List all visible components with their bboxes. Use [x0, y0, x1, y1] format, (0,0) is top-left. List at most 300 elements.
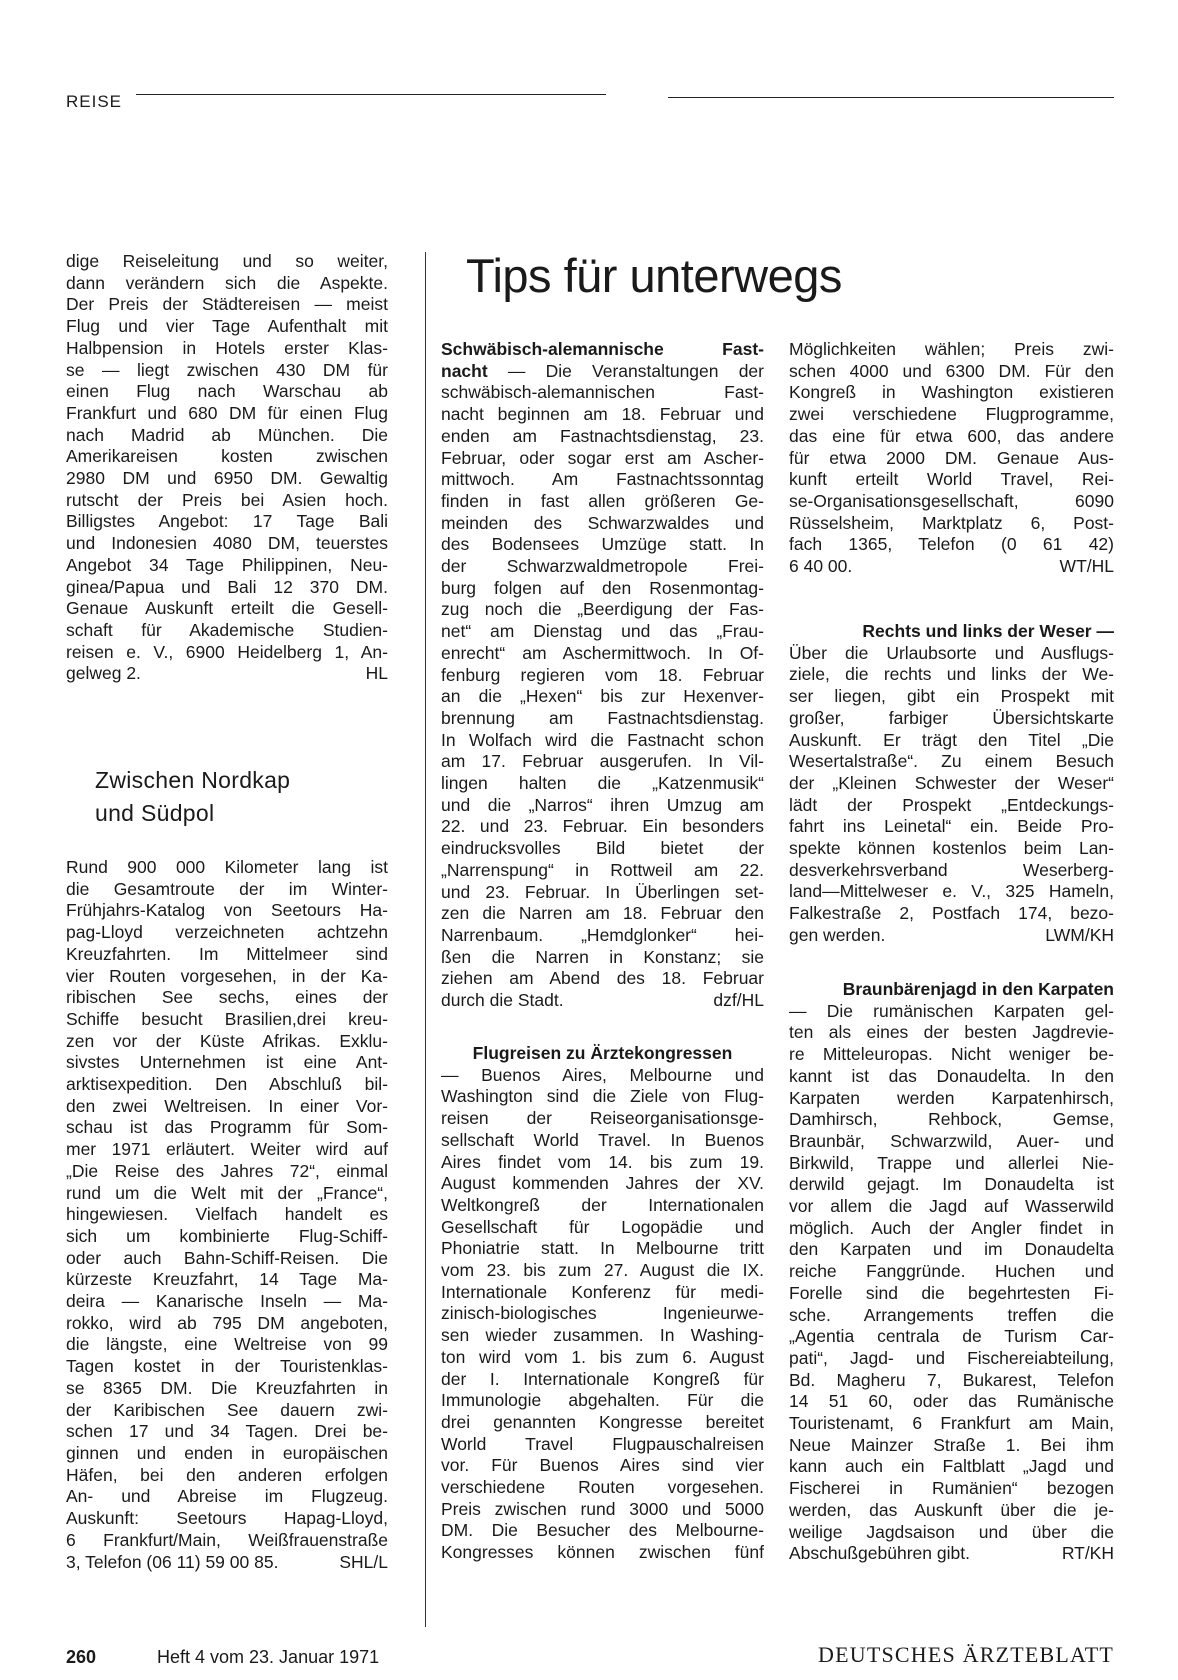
line-text: des Bodensees Umzüge statt. In — [441, 534, 764, 555]
text-line — [789, 382, 1114, 404]
line-text: ziele, die rechts und links der We- — [789, 664, 1114, 685]
line-text: ser liegen, gibt ein Prospekt mit — [789, 686, 1114, 707]
line-text: reisen e. V., 6900 Heidelberg 1, An- — [66, 641, 388, 662]
line-text: World Travel Flugpauschalreisen — [441, 1433, 764, 1454]
line-text: An- und Abreise im Flugzeug. — [66, 1486, 388, 1507]
text-line — [441, 469, 764, 491]
text-line — [441, 1152, 764, 1174]
line-text: Fischerei in Rumänien“ bezogen — [789, 1478, 1114, 1499]
text-line — [789, 1283, 1114, 1305]
line-text: Narrenbaum. „Hemdglonker“ hei- — [441, 924, 764, 945]
line-text: fenburg regieren vom 18. Februar — [441, 664, 764, 685]
line-text: einen Flug nach Warschau ab — [66, 381, 388, 402]
line-text: schwäbisch-alemannischen Fast- — [441, 382, 764, 403]
text-line — [789, 1066, 1114, 1088]
line-text: das eine für etwa 600, das andere — [789, 425, 1114, 446]
line-text: die Gesamtroute der im Winter- — [66, 878, 388, 899]
line-text: mittwoch. Am Fastnachtssonntag — [441, 469, 764, 490]
line-text: ziehen am Abend des 18. Februar — [441, 968, 764, 989]
line-text: zen vor der Küste Afrikas. Exklu- — [66, 1030, 388, 1051]
text-line — [441, 404, 764, 426]
line-text: desverkehrsverband Weserberg- — [789, 859, 1114, 880]
text-line — [789, 621, 1114, 643]
line-text: Touristenamt, 6 Frankfurt am Main, — [789, 1413, 1114, 1434]
line-text: vor. Für Buenos Aires sind vier — [441, 1455, 764, 1476]
author-tag: RT/KH — [1061, 1543, 1114, 1564]
text-run: — — [1091, 621, 1114, 641]
text-line — [789, 556, 1114, 578]
line-text: fach 1365, Telefon (0 61 42) — [789, 534, 1114, 555]
text-line — [66, 1486, 388, 1508]
line-text: der Karibischen See dauern zwi- — [66, 1399, 388, 1420]
article-heading-nordkap — [95, 764, 290, 830]
line-text: den Karpaten und im Donaudelta — [789, 1239, 1114, 1260]
line-text: Neue Mainzer Straße 1. Bei ihm — [789, 1434, 1114, 1455]
text-line — [789, 881, 1114, 903]
text-line — [66, 1443, 388, 1465]
text-line — [66, 577, 388, 599]
text-line — [441, 1369, 764, 1391]
line-text: fahrt ins Leinetal“ ein. Beide Pro- — [789, 816, 1114, 837]
page-number: 260 — [66, 1647, 97, 1667]
text-line — [66, 316, 388, 338]
line-text: gelweg 2. — [66, 663, 141, 684]
text-line — [66, 360, 388, 382]
line-text: Amerikareisen kosten zwischen — [66, 446, 388, 467]
text-line — [441, 838, 764, 860]
text-line — [441, 708, 764, 730]
article-nordkap — [66, 857, 388, 1573]
text-line — [66, 1269, 388, 1291]
text-line — [66, 403, 388, 425]
line-text: re Mitteleuropas. Nicht weniger be- — [789, 1044, 1114, 1065]
text-line — [441, 621, 764, 643]
line-text: se — liegt zwischen 430 DM für — [66, 359, 388, 380]
text-line — [66, 1248, 388, 1270]
text-line — [789, 339, 1114, 361]
line-text: reiche Fanggründe. Huchen und — [789, 1261, 1114, 1282]
line-text: Halbpension in Hotels erster Klas- — [66, 337, 388, 358]
text-line — [66, 642, 388, 664]
text-line — [441, 990, 764, 1012]
line-text: Falkestraße 2, Postfach 174, bezo- — [789, 903, 1114, 924]
text-line — [441, 1130, 764, 1152]
text-line — [441, 578, 764, 600]
line-text: se 8365 DM. Die Kreuzfahrten in — [66, 1377, 388, 1398]
line-text: kunft erteilt World Travel, Rei- — [789, 469, 1114, 490]
text-line — [789, 1153, 1114, 1175]
article-heading-fastnacht: Schwäbisch-alemannische Fast- — [441, 339, 764, 359]
line-text: ribischen See sechs, eines der — [66, 987, 388, 1008]
article-karpaten — [789, 979, 1114, 1565]
line-text: am 17. Februar ausgerufen. In Vil- — [441, 751, 764, 772]
line-text: Immunologie abgehalten. Für die — [441, 1390, 764, 1411]
text-line — [441, 947, 764, 969]
line-text: 22. und 23. Februar. Ein besonders — [441, 816, 764, 837]
text-line — [66, 1313, 388, 1335]
line-text: Kongresses können zwischen fünf — [441, 1542, 764, 1563]
author-tag: WT/HL — [1059, 556, 1114, 577]
column-divider — [425, 252, 426, 1627]
text-line — [789, 838, 1114, 860]
line-text: sivstes Unternehmen ist eine Ant- — [66, 1052, 388, 1073]
text-line — [789, 643, 1114, 665]
text-line — [789, 925, 1114, 947]
text-line — [789, 751, 1114, 773]
line-text: vom 23. bis zum 27. August die IX. — [441, 1260, 764, 1281]
text-line — [66, 1161, 388, 1183]
line-text: durch die Stadt. — [441, 990, 564, 1011]
text-line — [441, 534, 764, 556]
text-line — [789, 1218, 1114, 1240]
line-text: Schiffe besucht Brasilien,drei kreu- — [66, 1008, 388, 1029]
text-line — [66, 511, 388, 533]
line-text: Braunbär, Schwarzwild, Auer- und — [789, 1130, 1114, 1151]
line-text: finden in fast allen größeren Ge- — [441, 490, 764, 511]
line-text: „Die Reise des Jahres 72“, einmal — [66, 1160, 388, 1181]
line-text: und 23. Februar. In Überlingen set- — [441, 881, 764, 902]
text-line — [789, 513, 1114, 535]
line-text: Kreuzfahrten. Im Mittelmeer sind — [66, 943, 388, 964]
line-text: „Narrenspung“ in Rottweil am 22. — [441, 859, 764, 880]
line-text: ßen die Narren in Konstanz; sie — [441, 946, 764, 967]
text-line — [789, 448, 1114, 470]
text-line — [789, 1413, 1114, 1435]
line-text: Washington sind die Ziele von Flug- — [441, 1086, 764, 1107]
text-line — [441, 1173, 764, 1195]
text-line — [789, 1348, 1114, 1370]
line-text: Birkwild, Trappe und allerlei Nie- — [789, 1152, 1114, 1173]
text-line — [66, 620, 388, 642]
line-text: arktisexpedition. Den Abschluß bil- — [66, 1074, 388, 1095]
text-line — [66, 446, 388, 468]
text-line — [789, 1543, 1114, 1565]
text-line — [789, 469, 1114, 491]
line-text: Aires findet vom 14. bis zum 19. — [441, 1151, 764, 1172]
text-line — [441, 1217, 764, 1239]
text-run: — Die Veranstaltungen der — [487, 360, 764, 381]
line-text: deira — Kanarische Inseln — Ma- — [66, 1291, 388, 1312]
line-text: hingewiesen. Vielfach handelt es — [66, 1204, 388, 1225]
line-text: sellschaft World Travel. In Buenos — [441, 1129, 764, 1150]
text-line — [789, 1391, 1114, 1413]
text-line — [441, 1542, 764, 1564]
line-text: kannt ist das Donaudelta. In den — [789, 1065, 1114, 1086]
text-line — [789, 1022, 1114, 1044]
text-line — [789, 1435, 1114, 1457]
line-text: rund um die Welt mit der „France“, — [66, 1182, 388, 1203]
line-text: Phoniatrie statt. In Melbourne tritt — [441, 1238, 764, 1259]
text-line — [66, 1552, 388, 1574]
text-line — [441, 686, 764, 708]
text-line — [441, 925, 764, 947]
line-text: den zwei Weltreisen. In einer Vor- — [66, 1095, 388, 1116]
line-text: Der Preis der Städtereisen — meist — [66, 294, 388, 315]
text-line — [789, 1456, 1114, 1478]
line-text: DM. Die Besucher des Melbourne- — [441, 1520, 764, 1541]
text-line — [66, 273, 388, 295]
line-text: und Indonesien 4080 DM, teuerstes — [66, 533, 388, 554]
text-line — [66, 1465, 388, 1487]
text-line — [441, 1390, 764, 1412]
line-text: spekte können kostenlos beim Lan- — [789, 838, 1114, 859]
line-text: lädt der Prospekt „Entdeckungs- — [789, 794, 1114, 815]
text-line — [789, 491, 1114, 513]
article-continuation — [66, 251, 388, 685]
text-line — [441, 1108, 764, 1130]
text-line — [66, 663, 388, 685]
article-heading-karpaten: Braunbärenjagd in den Karpaten — [842, 979, 1114, 999]
text-line — [441, 816, 764, 838]
line-text: 6 Frankfurt/Main, Weißfrauenstraße — [66, 1529, 388, 1550]
line-text: möglich. Auch der Angler findet in — [789, 1217, 1114, 1238]
text-line — [441, 1347, 764, 1369]
text-line — [66, 1052, 388, 1074]
line-text: Frankfurt und 680 DM für einen Flug — [66, 402, 388, 423]
line-text: Karpaten werden Karpatenhirsch, — [789, 1087, 1114, 1108]
article-flugreisen-continuation — [789, 339, 1114, 578]
line-text: Kongreß in Washington existieren — [789, 382, 1114, 403]
text-line — [789, 686, 1114, 708]
text-line — [441, 1520, 764, 1542]
text-line — [789, 1174, 1114, 1196]
line-text: zinisch-biologisches Ingenieurwe- — [441, 1303, 764, 1324]
issue-info: Heft 4 vom 23. Januar 1971 — [157, 1647, 380, 1667]
line-text: zug noch die „Beerdigung der Fas- — [441, 599, 764, 620]
text-line — [789, 426, 1114, 448]
line-text: enden am Fastnachtsdienstag, 23. — [441, 425, 764, 446]
line-text: weilige Jagdsaison und über die — [789, 1521, 1114, 1542]
line-text: schen 17 und 34 Tagen. Drei be- — [66, 1421, 388, 1442]
text-line — [441, 1325, 764, 1347]
line-text: Forelle sind die begehrtesten Fi- — [789, 1282, 1114, 1303]
line-text: Genaue Auskunft erteilt die Gesell- — [66, 598, 388, 619]
text-line — [66, 1183, 388, 1205]
text-line — [66, 1031, 388, 1053]
text-line — [441, 665, 764, 687]
line-text: an die „Hexen“ bis zur Hexenver- — [441, 686, 764, 707]
line-text: vier Routen vorgesehen, in der Ka- — [66, 965, 388, 986]
text-line — [66, 922, 388, 944]
text-line — [441, 382, 764, 404]
text-line — [66, 598, 388, 620]
text-line — [441, 1043, 764, 1065]
text-line — [66, 1400, 388, 1422]
text-line — [66, 425, 388, 447]
text-line — [789, 534, 1114, 556]
text-line — [441, 1282, 764, 1304]
text-line — [66, 987, 388, 1009]
line-text: dige Reiseleitung und so weiter, — [66, 251, 388, 271]
text-line — [66, 533, 388, 555]
text-line — [441, 903, 764, 925]
text-line — [66, 900, 388, 922]
line-text: nacht beginnen am 18. Februar und — [441, 404, 764, 425]
line-text: Auskunft: Seetours Hapag-Lloyd, — [66, 1508, 388, 1529]
text-line — [66, 490, 388, 512]
line-text: kürzeste Kreuzfahrt, 14 Tage Ma- — [66, 1269, 388, 1290]
article-heading-flugreisen: Flugreisen zu Ärztekongressen — [472, 1043, 733, 1063]
line-text: und die „Narros“ ihren Umzug am — [441, 794, 764, 815]
line-text: reisen der Reiseorganisationsge- — [441, 1108, 764, 1129]
line-text: 14 51 60, oder das Rumänische — [789, 1391, 1114, 1412]
text-line — [789, 404, 1114, 426]
line-text: eindrucksvolles Bild bietet der — [441, 838, 764, 859]
text-line — [66, 555, 388, 577]
text-line — [789, 1131, 1114, 1153]
text-line — [66, 1356, 388, 1378]
line-text: „Agentia centrala de Turism Car- — [789, 1326, 1114, 1347]
line-text: Flug und vier Tage Aufenthalt mit — [66, 316, 388, 337]
article-flugreisen — [441, 1043, 764, 1564]
line-text: August kommenden Jahres der XV. — [441, 1173, 764, 1194]
line-text: net“ am Dienstag und das „Frau- — [441, 621, 764, 642]
line-text: sen wieder zusammen. In Washing- — [441, 1325, 764, 1346]
text-line — [441, 339, 764, 361]
text-line — [66, 1009, 388, 1031]
line-text: Frühjahrs-Katalog von Seetours Ha- — [66, 900, 388, 921]
text-line — [441, 882, 764, 904]
header-rule-right — [668, 97, 1114, 98]
line-text: großer, farbiger Übersichtskarte — [789, 707, 1114, 728]
line-text: oder auch Bahn-Schiff-Reisen. Die — [66, 1247, 388, 1268]
text-line — [789, 1370, 1114, 1392]
line-text: mer 1971 erläutert. Weiter wird auf — [66, 1139, 388, 1160]
text-line — [789, 1088, 1114, 1110]
line-text: rokko, wird ab 795 DM angeboten, — [66, 1312, 388, 1333]
text-line — [441, 1477, 764, 1499]
text-line — [789, 1261, 1114, 1283]
text-line — [789, 1522, 1114, 1544]
line-text: 6 40 00. — [789, 556, 853, 577]
line-text: pati“, Jagd- und Fischereiabteilung, — [789, 1347, 1114, 1368]
line-text: Tagen kostet in der Touristenklas- — [66, 1356, 388, 1377]
header-rule-left — [136, 94, 606, 95]
line-text: Rund 900 000 Kilometer lang ist — [66, 857, 388, 877]
text-line — [789, 1478, 1114, 1500]
text-line — [789, 361, 1114, 383]
text-line — [789, 708, 1114, 730]
text-line — [66, 1096, 388, 1118]
line-text: land—Mittelweser e. V., 325 Hameln, — [789, 881, 1114, 902]
text-line — [441, 1065, 764, 1087]
article-weser — [789, 621, 1114, 947]
text-line — [789, 664, 1114, 686]
text-line — [441, 860, 764, 882]
text-line — [441, 968, 764, 990]
text-line — [66, 857, 388, 879]
text-line — [441, 1412, 764, 1434]
text-line — [66, 1508, 388, 1530]
text-line — [441, 1455, 764, 1477]
line-text: Billigstes Angebot: 17 Tage Bali — [66, 511, 388, 532]
line-text: vor allem die Jagd auf Wasserwild — [789, 1196, 1114, 1217]
line-text: — Buenos Aires, Melbourne und — [441, 1064, 764, 1085]
text-line — [789, 1239, 1114, 1261]
text-line — [789, 1109, 1114, 1131]
text-line — [789, 1500, 1114, 1522]
text-line — [66, 1291, 388, 1313]
text-line — [66, 944, 388, 966]
text-line — [66, 1204, 388, 1226]
text-line — [66, 1117, 388, 1139]
text-line — [441, 556, 764, 578]
line-text: schau ist das Programm für Som- — [66, 1117, 388, 1138]
author-tag: dzf/HL — [713, 990, 764, 1011]
heading-line: Zwischen Nordkap — [95, 767, 291, 793]
text-line — [66, 338, 388, 360]
line-text: Februar, oder sogar erst am Ascher- — [441, 447, 764, 468]
line-text: enrecht“ am Aschermittwoch. In Of- — [441, 642, 764, 663]
line-text: die längste, eine Weltreise von 99 — [66, 1334, 388, 1355]
line-text: werden, das Auskunft über die je- — [789, 1499, 1114, 1520]
line-text: schen 4000 und 6300 DM. Für den — [789, 360, 1114, 381]
line-text: kann auch ein Faltblatt „Jagd und — [789, 1456, 1114, 1477]
line-text: der Schwarzwaldmetropole Frei- — [441, 556, 764, 577]
text-line — [66, 1139, 388, 1161]
line-text: — Die rumänischen Karpaten gel- — [789, 1000, 1114, 1021]
text-line — [66, 966, 388, 988]
line-text: brennung am Fastnachtsdienstag. — [441, 707, 764, 728]
text-line — [789, 903, 1114, 925]
text-line — [789, 979, 1114, 1001]
line-text: zen die Narren am 18. Februar den — [441, 903, 764, 924]
line-text: derwild gejagt. Im Donaudelta ist — [789, 1174, 1114, 1195]
text-line — [66, 468, 388, 490]
text-line — [66, 381, 388, 403]
article-heading-weser: Rechts und links der Weser — [862, 621, 1092, 641]
line-text: Möglichkeiten wählen; Preis zwi- — [789, 339, 1114, 359]
text-line — [441, 491, 764, 513]
text-line — [441, 513, 764, 535]
text-line — [441, 1260, 764, 1282]
line-text: gen werden. — [789, 924, 886, 945]
line-text: burg folgen auf den Rosenmontag- — [441, 577, 764, 598]
page-title: Tips für unterwegs — [466, 249, 842, 302]
line-text: Rüsselsheim, Marktplatz 6, Post- — [789, 512, 1114, 533]
section-label: REISE — [66, 92, 123, 111]
text-line — [441, 1434, 764, 1456]
text-line — [789, 860, 1114, 882]
author-tag: SHL/L — [339, 1551, 388, 1572]
text-line — [441, 1303, 764, 1325]
line-text: ten als eines der besten Jagdrevie- — [789, 1022, 1114, 1043]
line-text: ginea/Papua und Bali 12 370 DM. — [66, 576, 388, 597]
line-text: rutscht der Preis bei Asien hoch. — [66, 489, 388, 510]
text-line — [789, 1305, 1114, 1327]
line-text: 2980 DM und 6950 DM. Gewaltig — [66, 468, 388, 489]
text-line — [441, 643, 764, 665]
text-line — [789, 1001, 1114, 1023]
text-line — [441, 751, 764, 773]
text-line — [441, 361, 764, 383]
line-text: Internationale Konferenz für medi- — [441, 1281, 764, 1302]
text-line — [66, 294, 388, 316]
text-line — [441, 773, 764, 795]
line-text: se-Organisationsgesellschaft, 6090 — [789, 490, 1114, 511]
line-text: Über die Urlaubsorte und Ausflugs- — [789, 642, 1114, 663]
journal-name: DEUTSCHES ÄRZTEBLATT — [818, 1642, 1114, 1667]
line-text: Damhirsch, Rehbock, Gemse, — [789, 1109, 1114, 1130]
line-text: drei genannten Kongresse bereitet — [441, 1411, 764, 1432]
line-text: sche. Arrangements treffen die — [789, 1304, 1114, 1325]
text-line — [66, 251, 388, 273]
heading-line: und Südpol — [95, 800, 215, 826]
text-line — [789, 816, 1114, 838]
line-text: Angebot 34 Tage Philippinen, Neu- — [66, 554, 388, 575]
line-text: lingen halten die „Katzenmusik“ — [441, 773, 764, 794]
line-text: der „Kleinen Schwester der Weser“ — [789, 772, 1114, 793]
